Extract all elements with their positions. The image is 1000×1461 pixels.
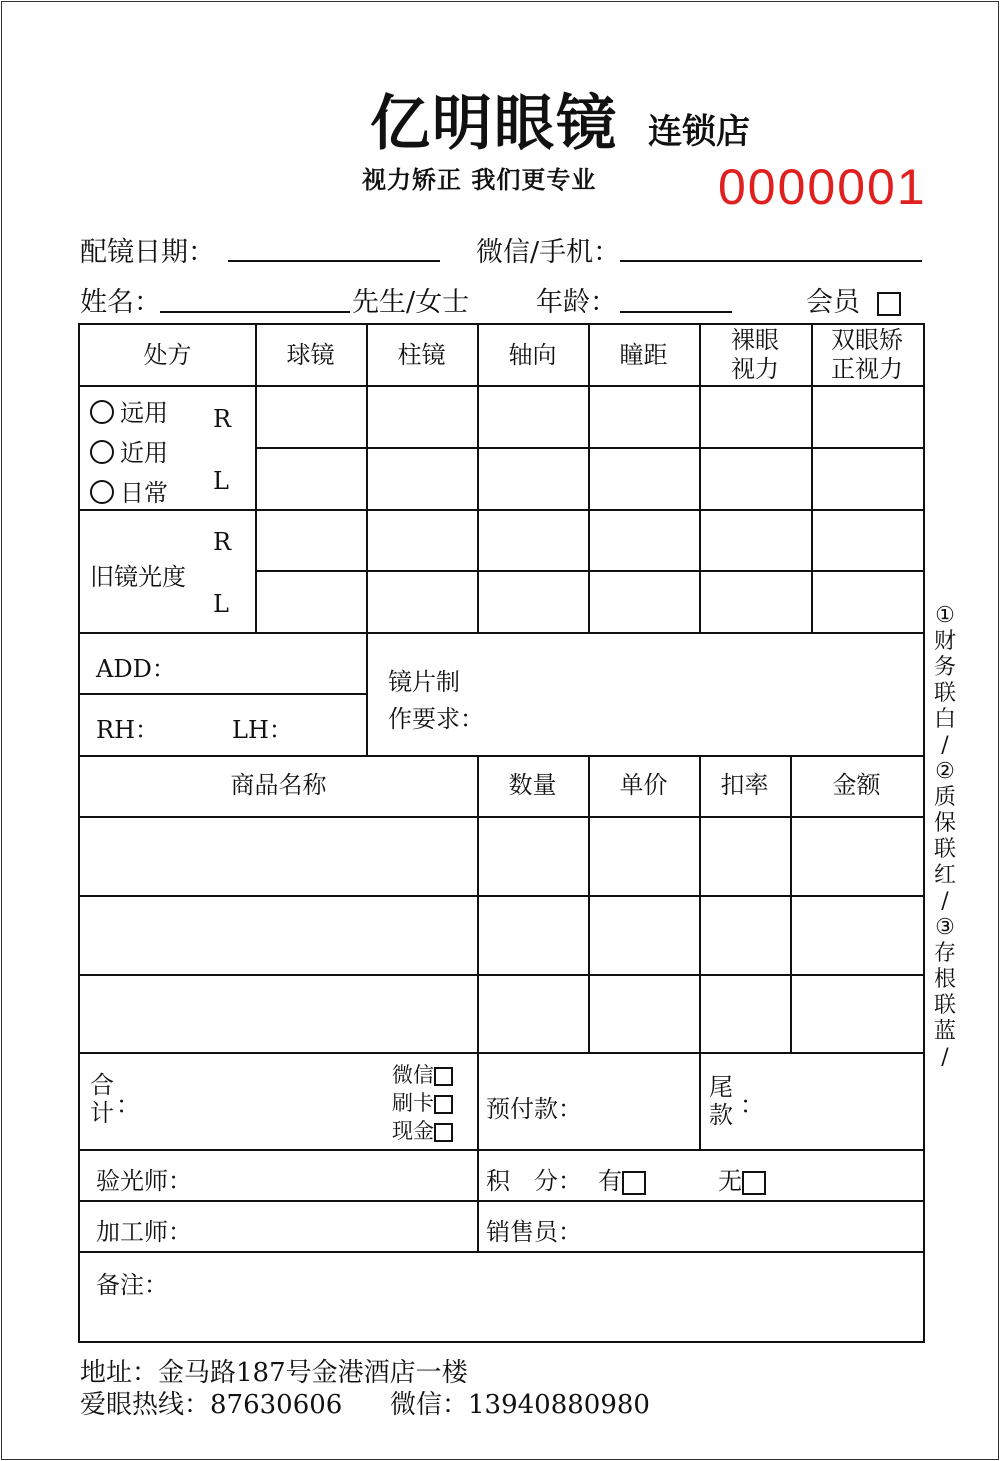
grid-line bbox=[80, 895, 923, 897]
grid-line bbox=[80, 509, 923, 511]
copy-note: ① 财 务 联 白 / ② 质 保 联 红 / ③ 存 根 联 蓝 / bbox=[933, 603, 956, 1070]
lens-requirements-line1: 镜片制 bbox=[388, 668, 460, 696]
total-label: 合 计 bbox=[90, 1071, 114, 1127]
lh-label: LH： bbox=[232, 716, 293, 744]
member-checkbox[interactable] bbox=[877, 292, 901, 316]
payment-methods bbox=[392, 1061, 453, 1145]
shop-title: 亿明眼镜 bbox=[370, 89, 618, 159]
header-product-name: 商品名称 bbox=[230, 771, 327, 800]
pay-wechat[interactable]: 微信 bbox=[392, 1061, 453, 1089]
header-naked-vision bbox=[699, 325, 811, 385]
rh-label: RH： bbox=[96, 716, 159, 744]
total-colon: ： bbox=[116, 1091, 140, 1119]
date-label: 配镜日期： bbox=[80, 237, 215, 268]
wechat-phone-field[interactable] bbox=[620, 260, 922, 262]
radio-icon bbox=[90, 400, 114, 424]
option-daily[interactable]: 日常 bbox=[90, 473, 168, 508]
old-left-eye-label: L bbox=[213, 590, 229, 618]
member-label bbox=[806, 280, 901, 319]
radio-icon bbox=[90, 480, 114, 504]
wechat-phone-label: 微信/手机： bbox=[476, 237, 621, 268]
date-field[interactable] bbox=[228, 260, 440, 262]
serial-number: 0000001 bbox=[718, 159, 927, 215]
salesperson-label: 销售员： bbox=[486, 1218, 582, 1246]
header-naked-line2: 视力 bbox=[731, 355, 779, 383]
balance-label: 尾 款 bbox=[709, 1073, 733, 1129]
grid-line bbox=[80, 1200, 923, 1202]
add-label: ADD： bbox=[96, 655, 176, 683]
header-amount: 金额 bbox=[832, 771, 881, 800]
pay-cash-checkbox[interactable] bbox=[434, 1123, 453, 1142]
balance-colon: ： bbox=[740, 1091, 764, 1119]
name-label: 姓名： bbox=[80, 287, 161, 318]
old-right-eye-label: R bbox=[213, 528, 232, 556]
option-near[interactable]: 近用 bbox=[90, 433, 168, 468]
grid-line bbox=[699, 1052, 701, 1149]
header-discount: 扣率 bbox=[720, 771, 769, 800]
grid-line bbox=[80, 632, 923, 634]
footer-address: 地址：金马路187号金港酒店一楼 bbox=[80, 1358, 468, 1388]
footer-hotline: 爱眼热线：87630606 bbox=[80, 1390, 343, 1420]
header-unit-price: 单价 bbox=[619, 771, 668, 800]
left-eye-label: L bbox=[213, 467, 229, 495]
option-distance[interactable]: 远用 bbox=[90, 393, 168, 428]
pay-wechat-checkbox[interactable] bbox=[434, 1067, 453, 1086]
member-text: 会员 bbox=[806, 287, 860, 318]
grid-line bbox=[80, 1052, 923, 1054]
header-corrected-line1: 双眼矫 bbox=[831, 326, 903, 355]
prepaid-label: 预付款： bbox=[486, 1095, 582, 1123]
processor-label: 加工师： bbox=[96, 1218, 192, 1246]
header-sphere: 球镜 bbox=[286, 340, 335, 369]
header-axis: 轴向 bbox=[508, 340, 557, 369]
header-cylinder: 柱镜 bbox=[397, 340, 446, 369]
grid-line bbox=[366, 632, 368, 755]
points-yes-checkbox[interactable] bbox=[622, 1171, 646, 1195]
points-no-checkbox[interactable] bbox=[742, 1171, 766, 1195]
right-eye-label: R bbox=[213, 405, 232, 433]
header-quantity: 数量 bbox=[508, 771, 557, 800]
pay-card[interactable]: 刷卡 bbox=[392, 1089, 453, 1117]
grid-line bbox=[477, 1052, 479, 1251]
name-field[interactable] bbox=[160, 311, 350, 313]
age-label: 年龄： bbox=[536, 287, 617, 318]
header-prescription: 处方 bbox=[143, 340, 192, 369]
points-label: 积 分： bbox=[486, 1167, 582, 1195]
pay-cash[interactable]: 现金 bbox=[392, 1117, 453, 1145]
shop-subtitle: 连锁店 bbox=[648, 112, 750, 152]
lens-requirements-line2: 作要求： bbox=[388, 705, 484, 733]
grid-line bbox=[80, 1149, 923, 1151]
shop-slogan: 视力矫正 我们更专业 bbox=[362, 165, 597, 194]
age-field[interactable] bbox=[620, 311, 732, 313]
header-pd: 瞳距 bbox=[619, 340, 668, 369]
points-yes[interactable]: 有 bbox=[598, 1161, 646, 1196]
grid-line bbox=[80, 974, 923, 976]
header-corrected-line2: 正视力 bbox=[831, 355, 903, 383]
footer-wechat: 微信：13940880980 bbox=[390, 1390, 650, 1420]
pay-card-checkbox[interactable] bbox=[434, 1095, 453, 1114]
optometrist-label: 验光师： bbox=[96, 1167, 192, 1195]
gender-label: 先生/女士 bbox=[352, 287, 470, 318]
remarks-label: 备注： bbox=[96, 1271, 168, 1299]
grid-line bbox=[80, 816, 923, 818]
grid-line bbox=[80, 1251, 923, 1253]
old-lens-label: 旧镜光度 bbox=[90, 563, 186, 591]
grid-line bbox=[80, 693, 367, 695]
order-form-table bbox=[78, 323, 925, 1343]
radio-icon bbox=[90, 440, 114, 464]
header-corrected-vision bbox=[811, 325, 923, 385]
points-no[interactable]: 无 bbox=[718, 1161, 766, 1196]
grid-line bbox=[80, 385, 923, 387]
header-naked-line1: 裸眼 bbox=[731, 326, 779, 355]
